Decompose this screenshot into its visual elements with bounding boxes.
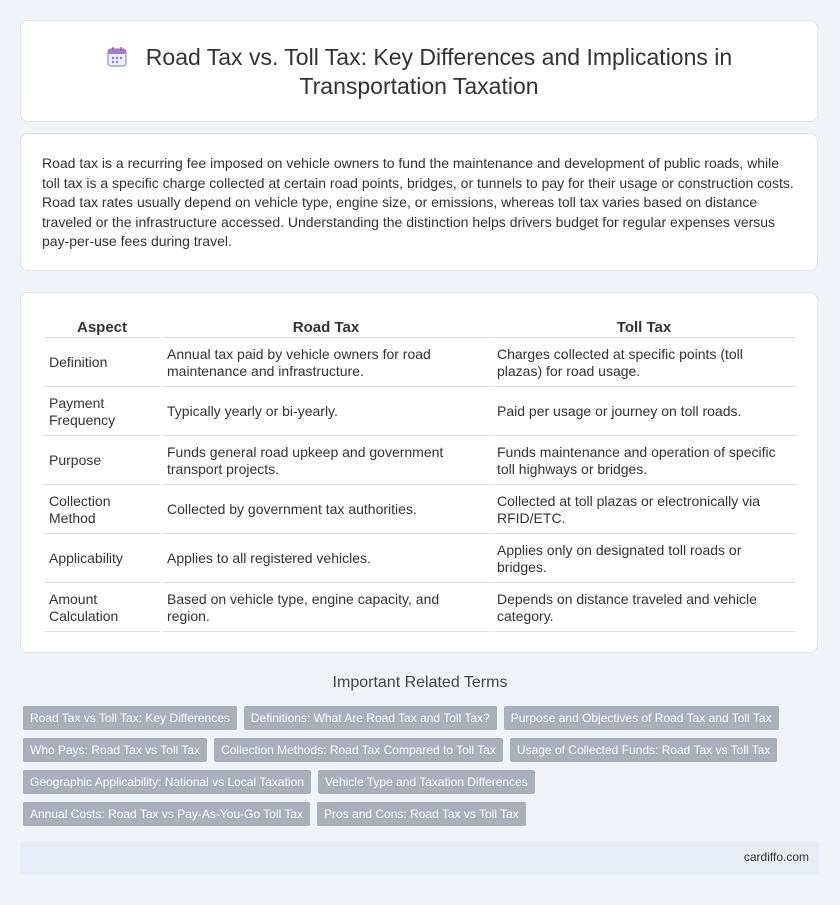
related-term-tag[interactable]: Geographic Applicability: National vs Local Taxation	[23, 770, 311, 794]
table-header-row	[44, 315, 796, 338]
table-row	[44, 389, 796, 436]
cell-road-tax: Typically yearly or bi-yearly.	[162, 389, 490, 436]
header-road-tax: Road Tax	[162, 315, 490, 338]
cell-aspect: Definition	[44, 340, 160, 387]
cell-aspect: Collection Method	[44, 487, 160, 534]
cell-aspect: Purpose	[44, 438, 160, 485]
tag-row	[23, 802, 803, 826]
cell-road-tax: Based on vehicle type, engine capacity, and region.	[162, 585, 490, 632]
related-term-tag[interactable]: Purpose and Objectives of Road Tax and Toll Tax	[504, 706, 779, 730]
comparison-table	[42, 313, 798, 634]
intro-paragraph: Road tax is a recurring fee imposed on vehicle owners to fund the maintenance and development of public roads, while toll tax is a specific charge collected at certain road points, bridges, or tunnels to pay for their usage or construction costs. Road tax rates usually depend on vehicle type, engine size, or emissions, whereas toll tax varies based on distance traveled or the infrastructure accessed. Understanding the distinction helps drivers budget for regular expenses versus pay-per-use fees during travel.	[42, 155, 794, 249]
table-row	[44, 487, 796, 534]
comparison-card	[20, 292, 818, 653]
related-terms-list	[23, 706, 803, 834]
table-row	[44, 340, 796, 387]
header-toll-tax: Toll Tax	[492, 315, 796, 338]
page-title-text: Road Tax vs. Toll Tax: Key Differences and Implications in Transportation Taxation	[145, 44, 733, 99]
tag-row	[23, 738, 803, 762]
tag-row	[23, 770, 803, 794]
cell-aspect: Amount Calculation	[44, 585, 160, 632]
cell-toll-tax: Paid per usage or journey on toll roads.	[492, 389, 796, 436]
intro-card	[20, 133, 818, 271]
cell-toll-tax: Depends on distance traveled and vehicle category.	[492, 585, 796, 632]
page-title	[61, 43, 777, 101]
cell-road-tax: Funds general road upkeep and government transport projects.	[162, 438, 490, 485]
cell-road-tax: Collected by government tax authorities.	[162, 487, 490, 534]
related-term-tag[interactable]: Usage of Collected Funds: Road Tax vs Toll Tax	[510, 738, 777, 762]
cell-toll-tax: Collected at toll plazas or electronically via RFID/ETC.	[492, 487, 796, 534]
related-term-tag[interactable]: Vehicle Type and Taxation Differences	[318, 770, 535, 794]
related-terms-title: Important Related Terms	[332, 674, 508, 691]
related-term-tag[interactable]: Annual Costs: Road Tax vs Pay-As-You-Go Toll Tax	[23, 802, 310, 826]
cell-toll-tax: Applies only on designated toll roads or bridges.	[492, 536, 796, 583]
header-aspect: Aspect	[44, 315, 160, 338]
related-term-tag[interactable]: Pros and Cons: Road Tax vs Toll Tax	[317, 802, 526, 826]
calendar-icon	[106, 46, 128, 68]
related-term-tag[interactable]: Who Pays: Road Tax vs Toll Tax	[23, 738, 207, 762]
table-row	[44, 585, 796, 632]
tag-row	[23, 706, 803, 730]
cell-toll-tax: Funds maintenance and operation of specific toll highways or bridges.	[492, 438, 796, 485]
footer-bar	[20, 841, 819, 874]
cell-toll-tax: Charges collected at specific points (toll plazas) for road usage.	[492, 340, 796, 387]
related-term-tag[interactable]: Definitions: What Are Road Tax and Toll Tax?	[244, 706, 497, 730]
related-term-tag[interactable]: Collection Methods: Road Tax Compared to Toll Tax	[214, 738, 503, 762]
footer-brand[interactable]: cardiffo.com	[743, 850, 809, 864]
header-card	[20, 20, 818, 122]
related-term-tag[interactable]: Road Tax vs Toll Tax: Key Differences	[23, 706, 237, 730]
cell-aspect: Payment Frequency	[44, 389, 160, 436]
cell-road-tax: Annual tax paid by vehicle owners for road maintenance and infrastructure.	[162, 340, 490, 387]
table-row	[44, 536, 796, 583]
table-row	[44, 438, 796, 485]
cell-aspect: Applicability	[44, 536, 160, 583]
cell-road-tax: Applies to all registered vehicles.	[162, 536, 490, 583]
